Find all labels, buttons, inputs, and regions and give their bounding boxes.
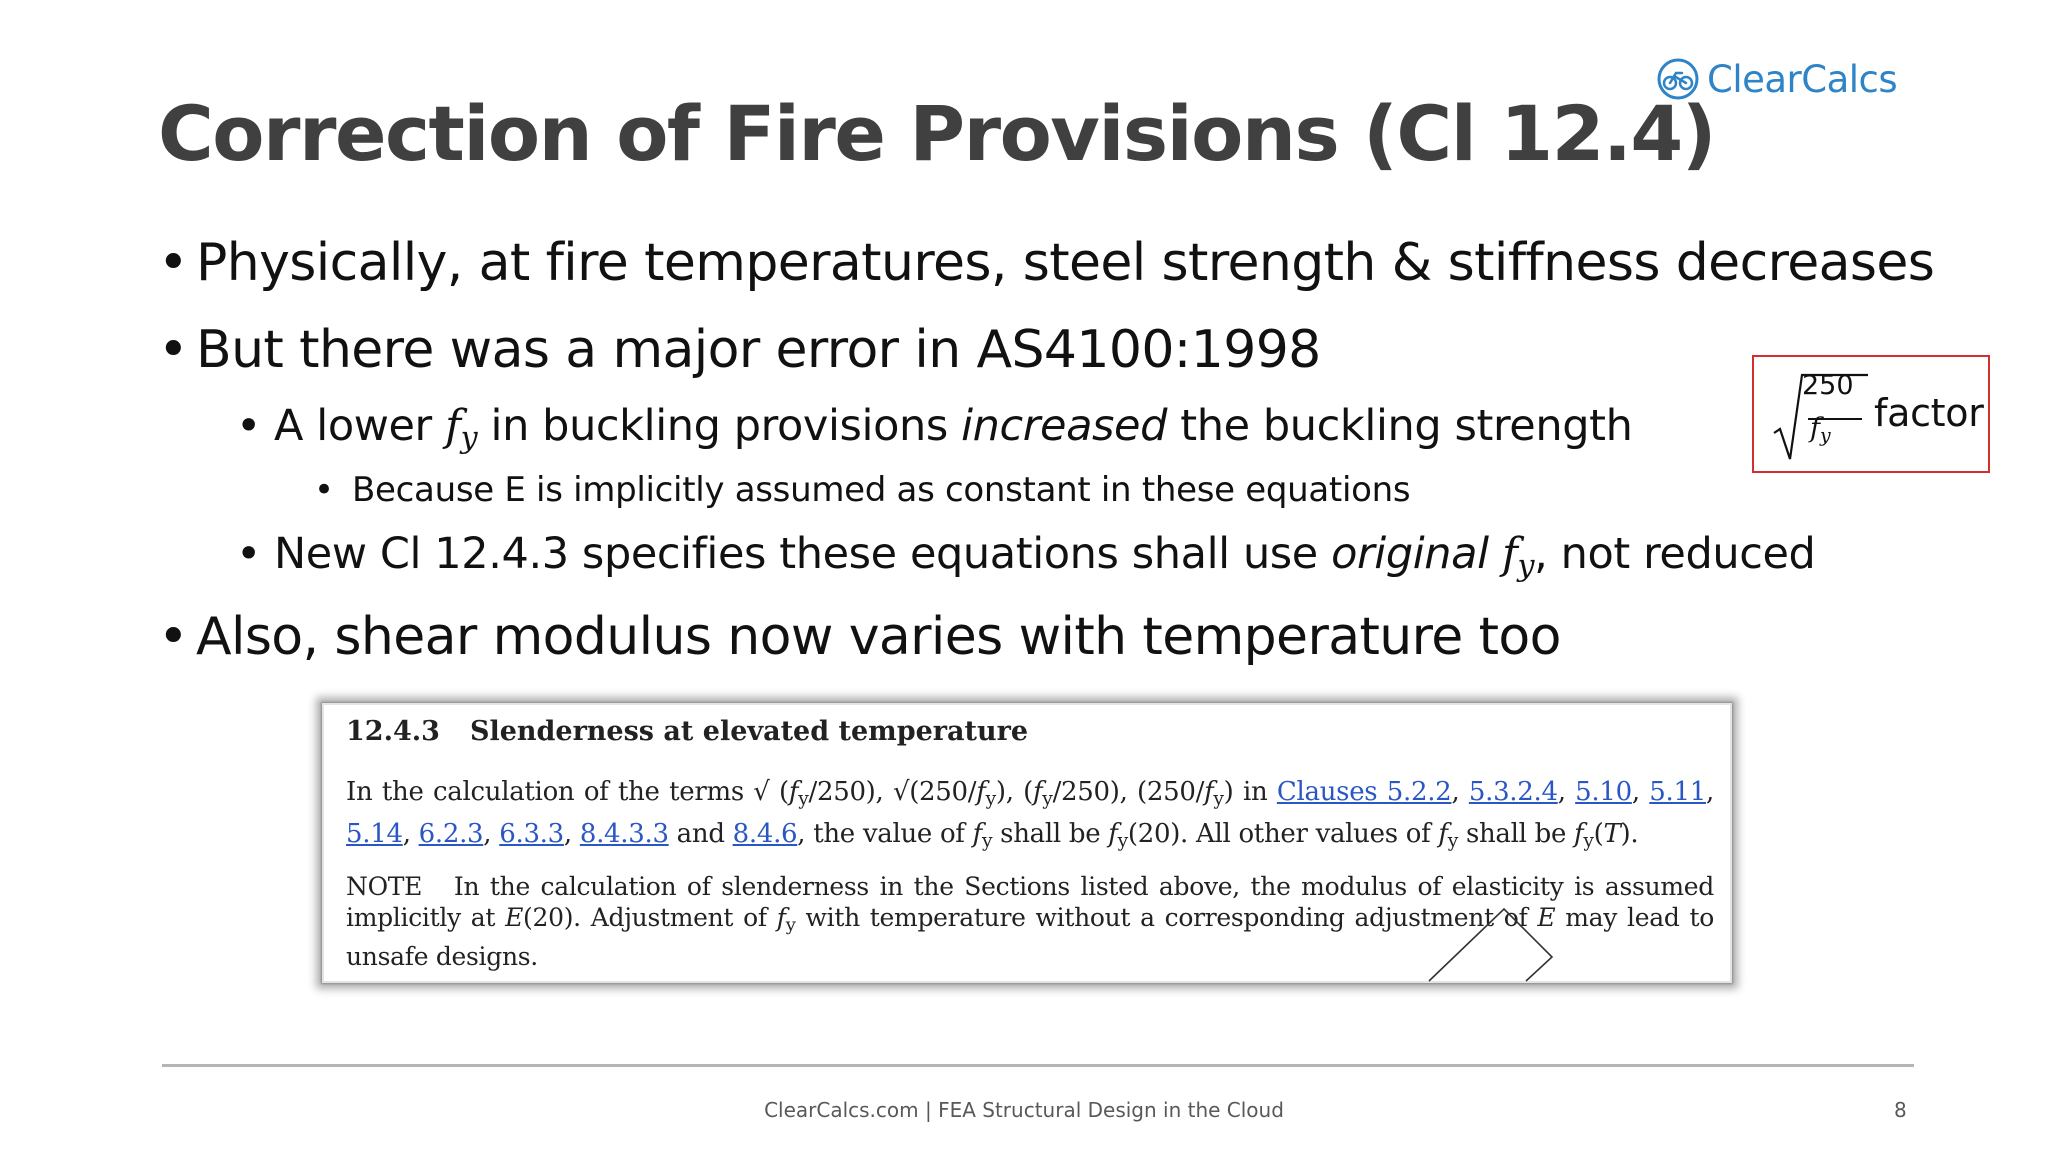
slide-title: Correction of Fire Provisions (Cl 12.4) [158,89,1715,178]
clause-link[interactable]: 8.4.3.3 [579,818,669,849]
clause-link[interactable]: 5.14 [346,818,403,849]
bullet-dot: • [158,320,189,380]
clause-note: NOTE In the calculation of slenderness in the Sections listed above, the modulus of elasticity is assumed implicitly at E(20). Adjustment of $f_y$ with temperature without a corresponding adjustment of E may lead to unsafe designs. [346,872,1714,971]
fy-symbol: $f_y$ [445,401,478,456]
bullet-new-clause [236,526,1815,595]
bullet-text: Physically, at fire temperatures, steel strength & stiffness decreases [196,233,1935,293]
bullet-text: A lower $f_y$ in buckling provisions increased the buckling strength [274,401,1633,456]
clause-link[interactable]: 6.3.3 [499,818,564,849]
clause-excerpt [322,703,1732,983]
clause-link[interactable]: 5.3.2.4 [1468,777,1558,807]
bullet-text: But there was a major error in AS4100:1998 [196,320,1321,380]
clause-heading [346,715,1028,749]
bullet-e-constant [314,468,1410,512]
bullet-text: Because E is implicitly assumed as constant in these equations [352,470,1411,510]
clause-title: Slenderness at elevated temperature [469,716,1029,747]
clause-link[interactable]: 5.10 [1575,777,1632,807]
clause-link[interactable]: Clauses 5.2.2 [1276,777,1452,807]
fy-symbol: $f_y$ [1501,529,1535,584]
bullet-shear-modulus [158,605,1561,669]
clause-link[interactable]: 5.11 [1649,777,1706,807]
bullet-dot: • [314,470,334,510]
clause-link[interactable]: 8.4.6 [732,818,798,849]
clause-number: 12.4.3 [346,716,440,747]
bullet-dot: • [158,233,189,293]
factor-label: factor [1874,391,1984,435]
bullet-lower-fy [236,398,1632,467]
bullet-major-error [158,318,1321,382]
footer-text: ClearCalcs.com | FEA Structural Design in the Cloud [764,1098,1284,1122]
clause-link[interactable]: 6.2.3 [418,818,484,849]
pen-scribble-mark [1424,905,1564,985]
footer-divider [162,1064,1914,1067]
page-number: 8 [1894,1098,1907,1122]
bullet-dot: • [158,607,189,667]
factor-denominator: $f_y$ [1810,413,1831,447]
clause-body: In the calculation of the terms √ $(f_y/250)$, $√(250/f_y)$, $(f_y/250)$, $(250/f_y)$ in Clauses 5.2.2, 5.3.2.4, 5.10, 5.11, 5.14, 6.2.3, 6.3.3, 8.4.3.3 and 8.4.6, the value of $f_y$ shall be $f_y(20)$. All other values of $f_y$ shall be $f_y(T)$. [346,777,1714,852]
sqrt-factor-box [1752,355,1990,473]
bullet-text: New Cl 12.4.3 specifies these equations shall use original $f_y$, not reduced [274,529,1816,584]
bullet-physically [158,231,1934,295]
factor-numerator: 250 [1802,370,1854,401]
bullet-text: Also, shear modulus now varies with temperature too [196,607,1561,667]
bullet-dot: • [236,401,261,451]
logo-text: ClearCalcs [1707,57,1898,101]
bullet-dot: • [236,529,261,579]
